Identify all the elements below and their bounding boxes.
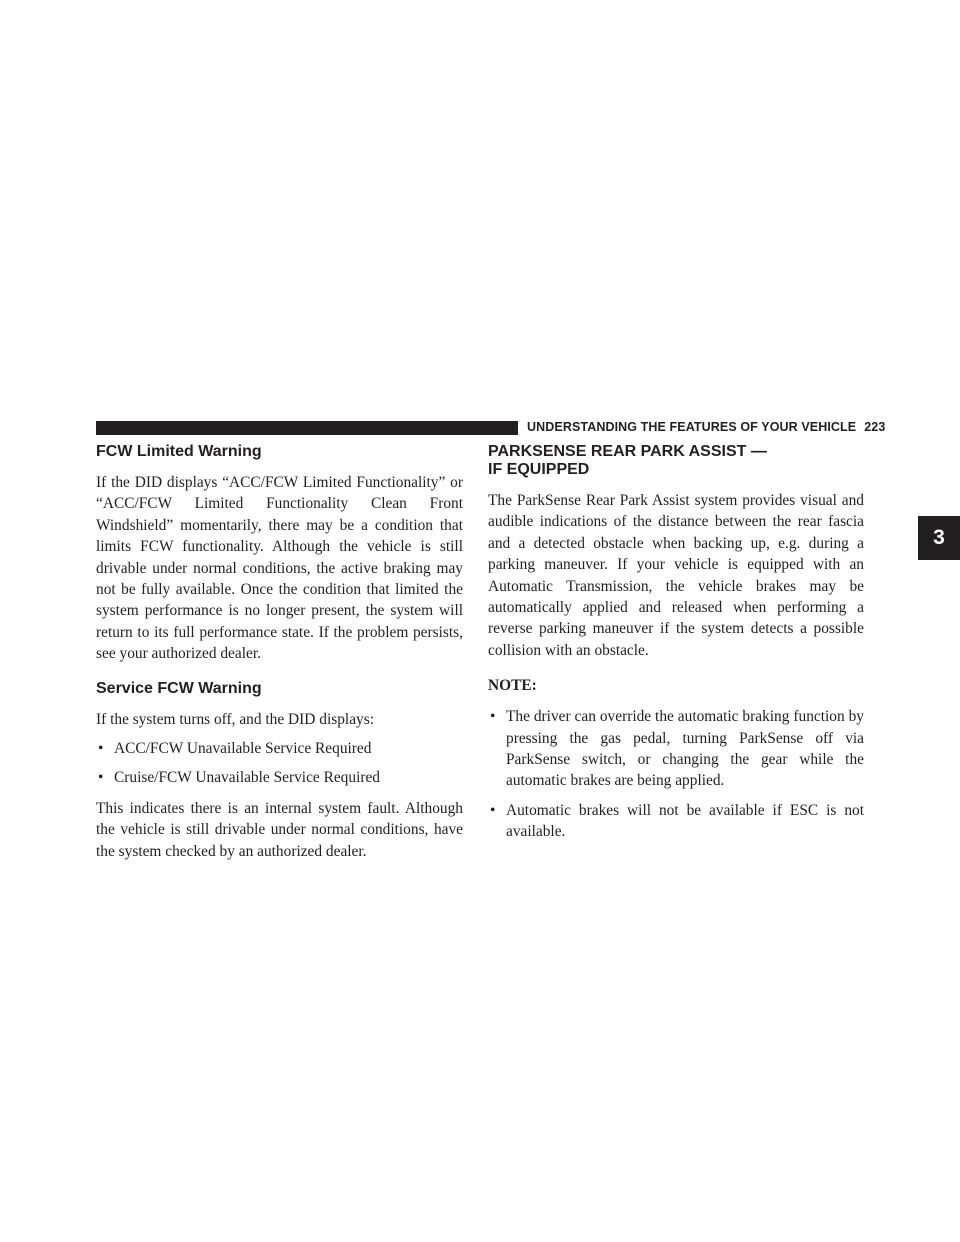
running-header (527, 418, 886, 436)
bullet-glyph: • (490, 801, 496, 819)
list-item-text: ACC/FCW Unavailable Service Required (114, 740, 372, 758)
service-fcw-warning-heading: Service FCW Warning (96, 679, 262, 697)
list-item-text: Cruise/FCW Unavailable Service Required (114, 769, 380, 787)
header-rule (96, 421, 518, 435)
parksense-heading-line1: PARKSENSE REAR PARK ASSIST — (488, 443, 767, 460)
list-item (96, 738, 463, 759)
service-fcw-intro: If the system turns off, and the DID displays: (96, 710, 374, 728)
list-item-text: The driver can override the automatic braking function by pressing the gas pedal, turning ParkSense off via ParkSense switch, or changing the gear while the automatic brakes are being applied. (506, 708, 864, 790)
list-item (488, 706, 864, 792)
service-fcw-bullet-list (96, 738, 463, 789)
page-number: 223 (864, 420, 886, 434)
left-column (96, 440, 463, 862)
fcw-limited-warning-heading: FCW Limited Warning (96, 443, 262, 460)
note-bullet-list (488, 706, 864, 842)
parksense-heading-line2: IF EQUIPPED (488, 461, 590, 478)
parksense-heading (488, 443, 864, 479)
right-column (488, 440, 864, 843)
bullet-glyph: • (490, 708, 496, 726)
chapter-tab: 3 (918, 516, 960, 560)
list-item-text: Automatic brakes will not be available if ESC is not available. (506, 801, 864, 841)
service-fcw-paragraph: This indicates there is an internal system fault. Although the vehicle is still drivable under normal conditions, have the system checked by an authorized dealer. (96, 799, 463, 860)
parksense-paragraph: The ParkSense Rear Park Assist system provides visual and audible indications of the distance between the rear fascia and a detected obstacle when backing up, e.g. during a parking maneuver. If your vehicle is equipped with an Automatic Transmission, the vehicle brakes may be automatically applied and released when performing a reverse parking maneuver if the system detects a possible collision with an obstacle. (488, 492, 864, 659)
bullet-glyph: • (98, 740, 104, 758)
list-item (488, 800, 864, 843)
list-item (96, 767, 463, 788)
running-header-title: UNDERSTANDING THE FEATURES OF YOUR VEHICLE (527, 420, 857, 434)
fcw-limited-warning-paragraph: If the DID displays “ACC/FCW Limited Functionality” or “ACC/FCW Limited Functionality Clean Front Windshield” momentarily, there may be a condition that limits FCW functionality. Although the vehicle is still drivable under normal conditions, the active braking may not be fully available. Once the condition that limited the system performance is no longer present, the system will return to its full performance state. If the problem persists, see your authorized dealer. (96, 474, 463, 663)
note-label: NOTE: (488, 677, 537, 695)
bullet-glyph: • (98, 769, 104, 787)
